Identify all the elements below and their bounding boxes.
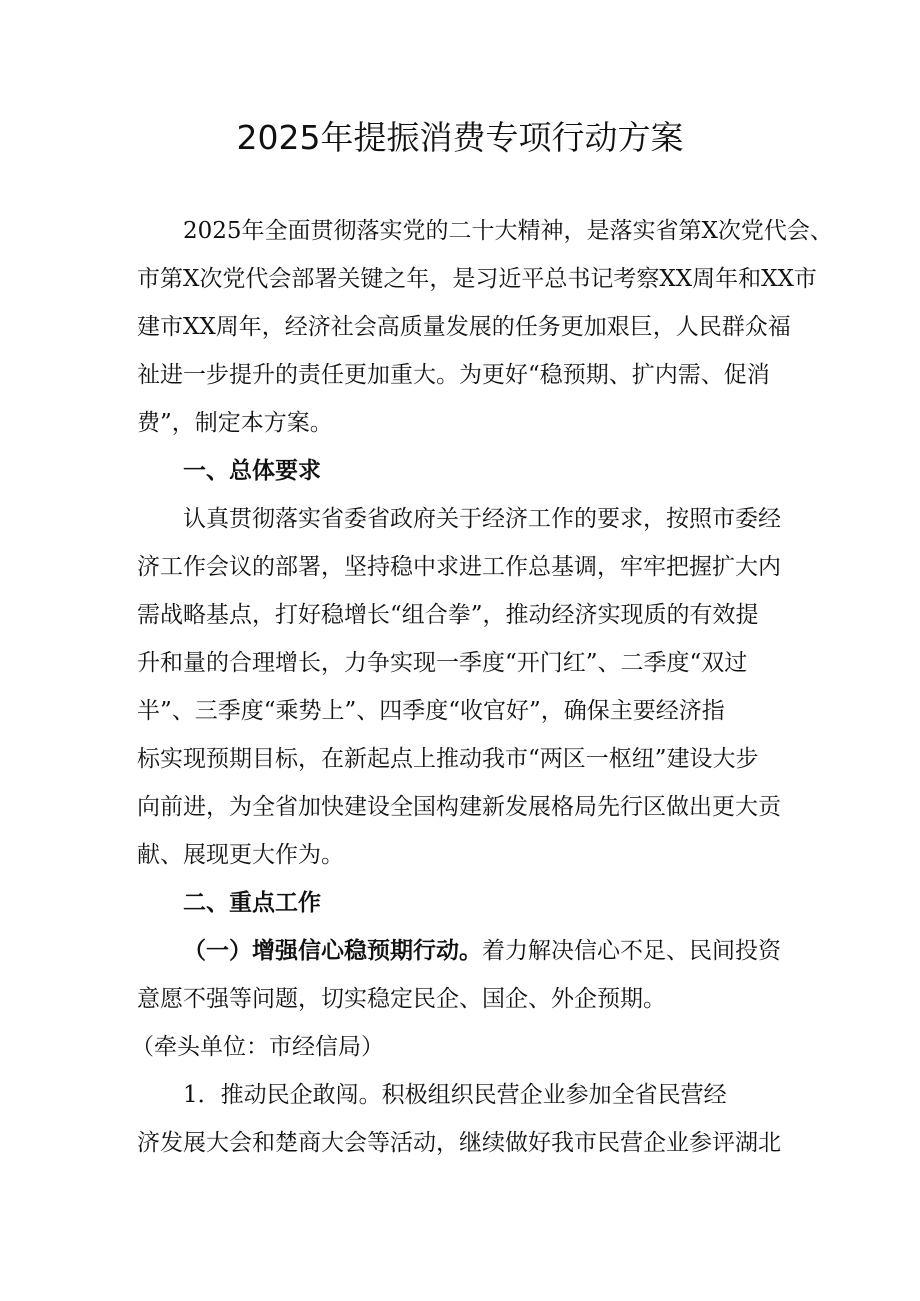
point-1-line-2: 济发展大会和楚商大会等活动，继续做好我市民营企业参评湖北 [137,1130,781,1156]
intro-line-4: 祉进一步提升的责任更加重大。为更好“稳预期、扩内需、促消 [137,362,770,388]
item-1-title: （一）增强信心稳预期行动。 [183,938,482,964]
section-heading-1: 一、总体要求 [183,458,321,484]
section1-line-6: 标实现预期目标，在新起点上推动我市“两区一枢纽”建设大步 [137,746,759,772]
section1-line-5: 半”、三季度“乘势上”、四季度“收官好”，确保主要经济指 [137,698,725,724]
intro-line-1: 2025年全面贯彻落实党的二十大精神，是落实省第X次党代会、 [183,218,833,244]
intro-line-2: 市第X次党代会部署关键之年，是习近平总书记考察XX周年和XX市 [137,266,817,292]
item-1-lead-unit: （牵头单位：市经信局） [131,1034,384,1060]
section-heading-2: 二、重点工作 [183,890,321,916]
intro-line-5: 费”，制定本方案。 [137,410,333,436]
section1-line-7: 向前进，为全省加快建设全国构建新发展格局先行区做出更大贡 [137,794,781,820]
intro-line-3: 建市XX周年，经济社会高质量发展的任务更加艰巨，人民群众福 [137,314,791,340]
section1-line-1: 认真贯彻落实省委省政府关于经济工作的要求，按照市委经 [183,506,781,532]
document-title: 2025年提振消费专项行动方案 [236,118,684,157]
section1-line-4: 升和量的合理增长，力争实现一季度“开门红”、二季度“双过 [137,650,748,676]
point-1-line-1: 1．推动民企敢闯。积极组织民营企业参加全省民营经 [183,1082,727,1108]
section1-line-3: 需战略基点，打好稳增长“组合拳”，推动经济实现质的有效提 [137,602,759,628]
item-1-text: 着力解决信心不足、民间投资 [482,938,781,964]
item-1-line-2: 意愿不强等问题，切实稳定民企、国企、外企预期。 [137,986,666,1012]
section1-line-2: 济工作会议的部署，坚持稳中求进工作总基调，牢牢把握扩大内 [137,554,781,580]
section1-line-8: 献、展现更大作为。 [137,842,344,868]
item-1-line-1 [183,935,781,967]
